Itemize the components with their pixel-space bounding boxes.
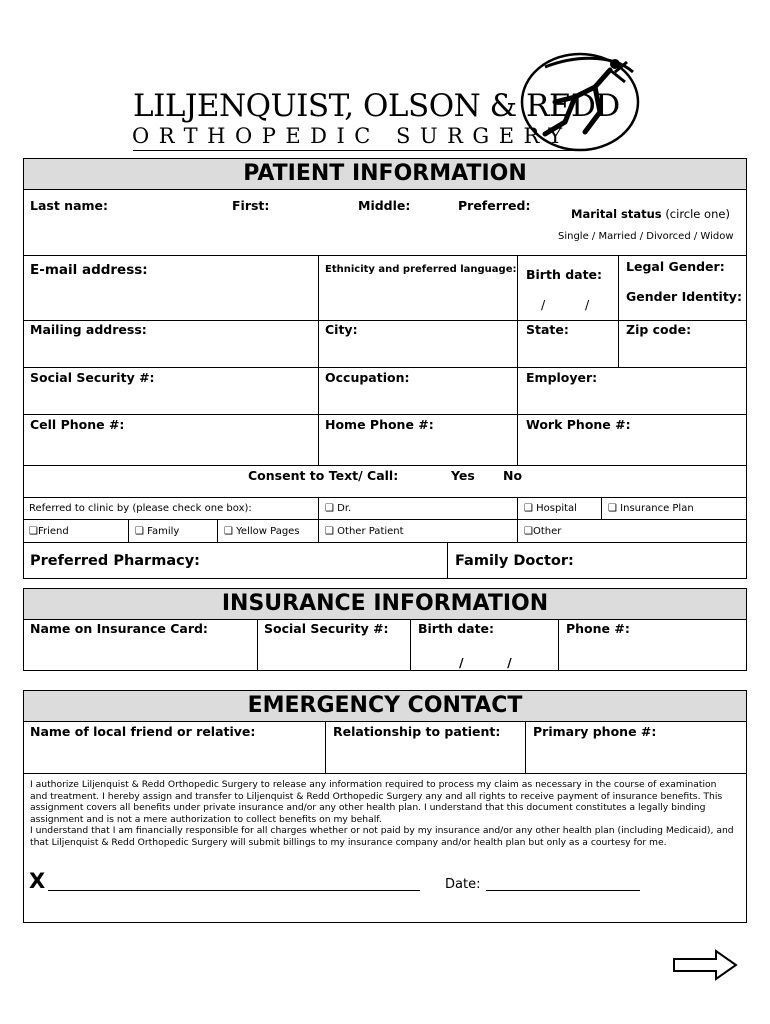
referred-label: Referred to clinic by (please check one box): bbox=[29, 503, 252, 514]
insurance-section-title: INSURANCE INFORMATION bbox=[221, 591, 549, 616]
logo-tagline: ORTHOPEDIC SURGERY bbox=[132, 124, 572, 148]
divider bbox=[517, 255, 518, 465]
patient-section bbox=[23, 158, 747, 579]
divider bbox=[447, 542, 448, 579]
ethnicity-field[interactable]: Ethnicity and preferred language: bbox=[325, 264, 517, 275]
emergency-phone-field[interactable]: Primary phone #: bbox=[533, 724, 657, 739]
referral-dr-label: Dr. bbox=[337, 503, 352, 514]
marital-status-hint: (circle one) bbox=[665, 207, 730, 221]
referral-friend-label: Friend bbox=[37, 526, 69, 537]
logo-name: LILJENQUIST, OLSON & REDD bbox=[133, 88, 620, 124]
divider bbox=[23, 367, 747, 368]
consent-no-option[interactable]: No bbox=[503, 468, 523, 483]
ssn-field[interactable]: Social Security #: bbox=[30, 370, 155, 385]
occupation-field[interactable]: Occupation: bbox=[325, 370, 410, 385]
referral-family-label: Family bbox=[147, 526, 180, 537]
zip-code-field[interactable]: Zip code: bbox=[626, 322, 692, 337]
consent-yes-option[interactable]: Yes bbox=[451, 468, 475, 483]
divider bbox=[23, 619, 747, 620]
divider bbox=[318, 255, 319, 465]
preferred-pharmacy-field[interactable]: Preferred Pharmacy: bbox=[30, 553, 200, 569]
divider bbox=[23, 542, 747, 543]
insurance-ssn-field[interactable]: Social Security #: bbox=[264, 621, 389, 636]
referral-yellow-pages-label: Yellow Pages bbox=[236, 526, 300, 537]
referral-insurance-checkbox[interactable]: ❑ Insurance Plan bbox=[608, 503, 694, 514]
divider bbox=[558, 619, 559, 671]
employer-field[interactable]: Employer: bbox=[526, 370, 598, 385]
insurance-phone-field[interactable]: Phone #: bbox=[566, 621, 630, 636]
divider bbox=[601, 497, 602, 519]
insurance-card-name-field[interactable]: Name on Insurance Card: bbox=[30, 621, 208, 636]
referral-dr-checkbox[interactable]: ❑ Dr. bbox=[325, 503, 352, 514]
divider bbox=[23, 414, 747, 415]
divider bbox=[217, 519, 218, 542]
marital-options[interactable]: Single / Married / Divorced / Widow bbox=[558, 231, 734, 242]
date-line[interactable] bbox=[486, 890, 640, 891]
divider bbox=[257, 619, 258, 671]
referral-other-patient-label: Other Patient bbox=[337, 526, 404, 537]
divider bbox=[325, 721, 326, 773]
authorization-paragraph-1: I authorize Liljenquist & Redd Orthopedic Surgery to release any information required to process my claim as necessary in the course of examination and treatment. I hereby assign and transfer to Liljenquist & Redd Orthopedic Surgery any and all rights to receive payment of insurance benefits. This assignment covers all benefits under private insurance and/or any other health plan. I understand that this document constitutes a legally binding assignment and is not a mere authorization to collect benefits on my behalf. bbox=[30, 779, 723, 825]
divider bbox=[23, 465, 747, 466]
mailing-address-field[interactable]: Mailing address: bbox=[30, 322, 147, 337]
city-field[interactable]: City: bbox=[325, 322, 358, 337]
divider bbox=[23, 773, 747, 774]
divider bbox=[23, 519, 747, 520]
authorization-paragraph-2: I understand that I am financially responsible for all charges whether or not paid by my insurance and/or any other health plan (including Medicaid), and that Liljenquist & Redd Orthopedic Surgery will submit billings to my insurance company and/or health plan but only as a courtesy for me. bbox=[30, 825, 734, 848]
referral-other-label: Other bbox=[532, 526, 562, 537]
emergency-section-title: EMERGENCY CONTACT bbox=[247, 693, 523, 718]
emergency-name-field[interactable]: Name of local friend or relative: bbox=[30, 724, 256, 739]
last-name-field[interactable]: Last name: bbox=[30, 198, 109, 213]
marital-status-field[interactable] bbox=[571, 207, 730, 221]
middle-name-field[interactable]: Middle: bbox=[358, 198, 411, 213]
divider bbox=[410, 619, 411, 671]
divider bbox=[23, 189, 747, 190]
family-doctor-field[interactable]: Family Doctor: bbox=[455, 553, 574, 569]
birth-date-slashes: / / bbox=[541, 297, 590, 312]
divider bbox=[23, 255, 747, 256]
gender-identity-field[interactable]: Gender Identity: bbox=[626, 289, 742, 304]
patient-section-title: PATIENT INFORMATION bbox=[243, 161, 527, 186]
home-phone-field[interactable]: Home Phone #: bbox=[325, 417, 434, 432]
referral-insurance-label: Insurance Plan bbox=[620, 503, 694, 514]
referral-other-patient-checkbox[interactable]: ❑ Other Patient bbox=[325, 526, 404, 537]
referral-family-checkbox[interactable]: ❑ Family bbox=[135, 526, 180, 537]
date-label: Date: bbox=[445, 877, 481, 892]
work-phone-field[interactable]: Work Phone #: bbox=[526, 417, 631, 432]
cell-phone-field[interactable]: Cell Phone #: bbox=[30, 417, 125, 432]
insurance-birth-date-field[interactable]: Birth date: bbox=[418, 621, 495, 636]
divider bbox=[23, 497, 747, 498]
referral-friend-checkbox[interactable]: ❑Friend bbox=[29, 526, 69, 537]
referral-yellow-pages-checkbox[interactable]: ❑ Yellow Pages bbox=[224, 526, 300, 537]
referral-hospital-label: Hospital bbox=[536, 503, 577, 514]
insurance-birth-date-slashes: / / bbox=[459, 655, 512, 670]
referral-hospital-checkbox[interactable]: ❑ Hospital bbox=[524, 503, 577, 514]
authorization-text bbox=[30, 779, 735, 849]
divider bbox=[618, 255, 619, 367]
signature-x-mark: X bbox=[29, 869, 46, 893]
divider bbox=[23, 320, 747, 321]
divider bbox=[128, 519, 129, 542]
first-name-field[interactable]: First: bbox=[232, 198, 270, 213]
divider bbox=[23, 721, 747, 722]
logo-underline bbox=[133, 150, 588, 151]
birth-date-field[interactable]: Birth date: bbox=[526, 267, 603, 282]
next-page-arrow-icon[interactable] bbox=[672, 949, 740, 981]
emergency-relationship-field[interactable]: Relationship to patient: bbox=[333, 724, 501, 739]
consent-label: Consent to Text/ Call: bbox=[248, 468, 399, 483]
legal-gender-field[interactable]: Legal Gender: bbox=[626, 259, 725, 274]
email-field[interactable]: E-mail address: bbox=[30, 262, 148, 278]
marital-status-label: Marital status bbox=[571, 207, 662, 221]
signature-line[interactable] bbox=[48, 890, 420, 891]
divider bbox=[525, 721, 526, 773]
state-field[interactable]: State: bbox=[526, 322, 569, 337]
preferred-name-field[interactable]: Preferred: bbox=[458, 198, 531, 213]
referral-other-checkbox[interactable]: ❑Other bbox=[524, 526, 562, 537]
